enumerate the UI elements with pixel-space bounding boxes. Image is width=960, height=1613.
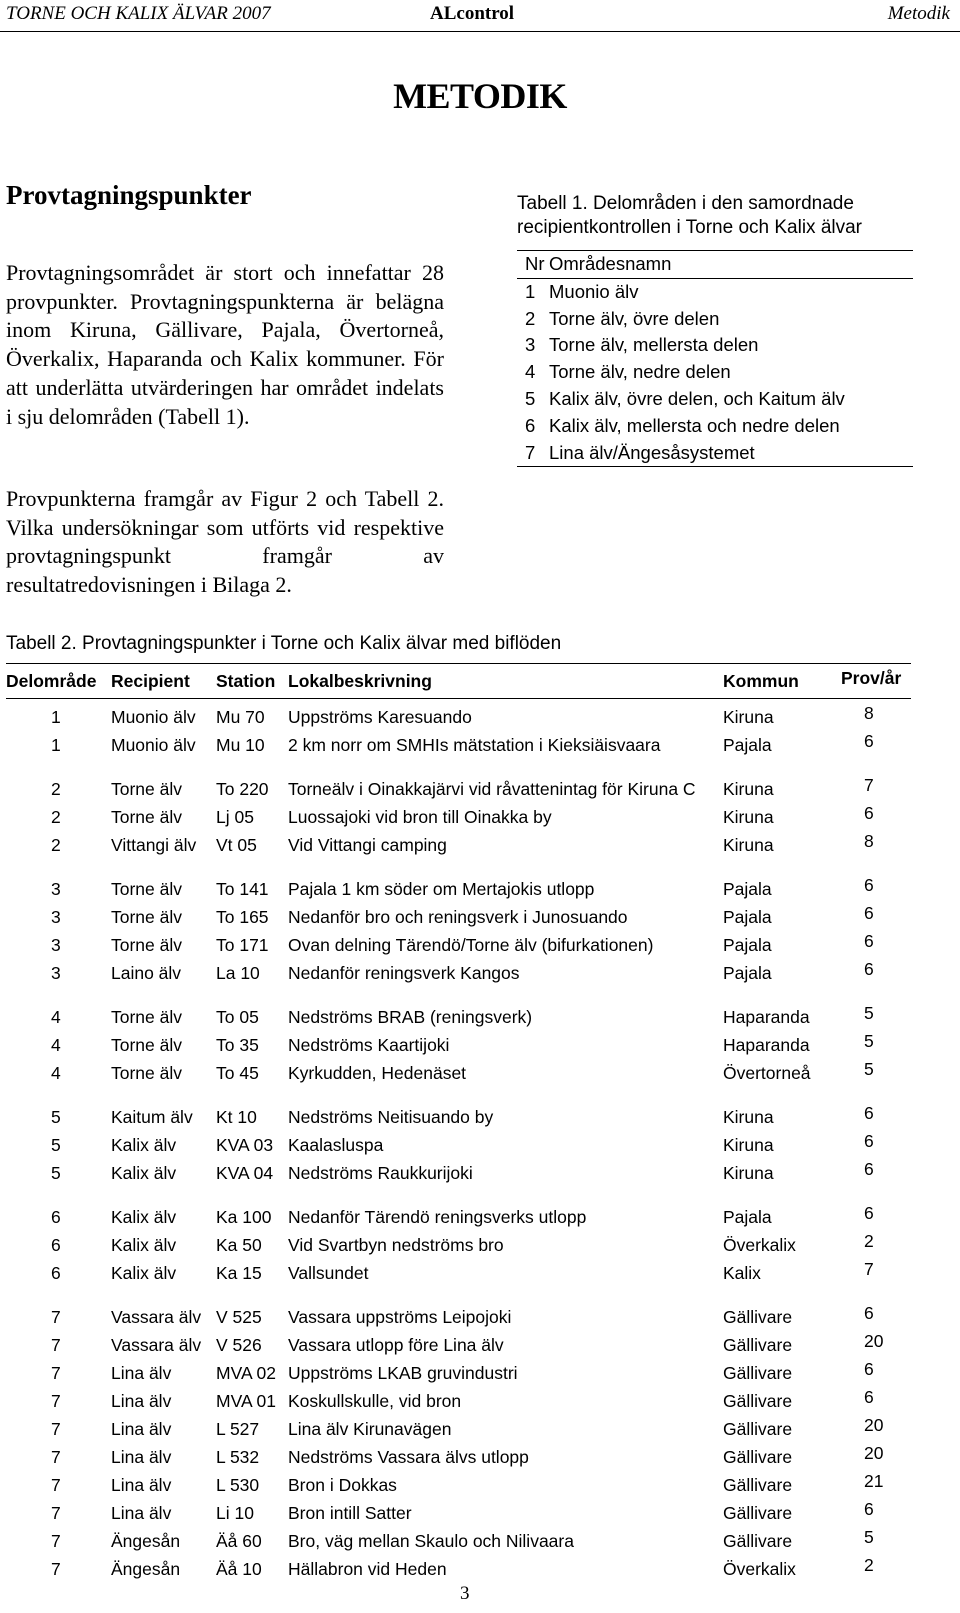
table2-cell-prov-ar: 6 [864,959,874,979]
table2-cell-prov-ar: 6 [864,1131,874,1151]
table2-header-recipient: Recipient [111,671,190,691]
table2-row [6,1031,911,1059]
table1-cell-nr: 7 [525,441,536,463]
table2-cell-station: Äå 60 [216,1531,262,1551]
section-heading: Provtagningspunkter [6,180,252,210]
table2-cell-kommun: Kiruna [723,1107,774,1127]
table2-cell-lokalbeskrivning: Nedanför reningsverk Kangos [288,963,520,983]
table2-row [6,1059,911,1087]
table2-cell-station: L 527 [216,1419,260,1439]
table2-cell-delomrade: 7 [51,1531,61,1551]
table2-row [6,775,911,803]
table2-cell-kommun: Gällivare [723,1531,793,1551]
table2-cell-kommun: Överkalix [723,1559,796,1579]
table2-cell-station: Ka 15 [216,1263,262,1283]
table1-row [517,413,913,440]
table2-cell-recipient: Ängesån [111,1531,181,1551]
table2-cell-station: Mu 70 [216,707,265,727]
table2-cell-station: To 141 [216,879,269,899]
table2-group-spacer [6,759,911,775]
table2-cell-kommun: Kiruna [723,1135,774,1155]
table2-cell-kommun: Gällivare [723,1307,793,1327]
table1-cell-name: Kalix älv, övre delen, och Kaitum älv [549,387,845,409]
table2-cell-delomrade: 7 [51,1475,61,1495]
table2-cell-recipient: Torne älv [111,1035,183,1055]
table2-cell-prov-ar: 8 [864,703,874,723]
table2-cell-prov-ar: 6 [864,1203,874,1223]
table1-cell-nr: 3 [525,334,536,356]
table2-row [6,1003,911,1031]
table1-cell-name: Muonio älv [549,280,639,302]
table2-row [6,1415,911,1443]
table1-cell-nr: 1 [525,280,536,302]
table2-cell-lokalbeskrivning: Hällabron vid Heden [288,1559,447,1579]
table1-row [517,279,913,306]
table2-cell-lokalbeskrivning: Nedströms Raukkurijoki [288,1163,473,1183]
table2-row [6,875,911,903]
table2-cell-recipient: Lina älv [111,1503,172,1523]
table2-cell-lokalbeskrivning: Vallsundet [288,1263,369,1283]
sampling-paragraph: Provpunkterna framgår av Figur 2 och Tabell 2. Vilka undersökningar som utförts vid respektive provtagningspunkt framgår av resultatredovisningen i Bilaga 2. [6,486,444,598]
table2-cell-kommun: Övertorneå [723,1063,811,1083]
table2-cell-recipient: Ängesån [111,1559,181,1579]
table2-cell-prov-ar: 7 [864,775,874,795]
table2-cell-station: Ka 100 [216,1207,272,1227]
table1-cell-name: Lina älv/Ängesåsystemet [549,441,755,463]
table1-cell-nr: 2 [525,307,536,329]
table2-header-kommun: Kommun [723,671,799,691]
table2-cell-station: Li 10 [216,1503,254,1523]
table2-row [6,1471,911,1499]
page-title: METODIK [393,76,567,116]
header-divider [0,31,960,32]
table1-caption: Tabell 1. Delområden i den samordnade recipientkontrollen i Torne och Kalix älvar [517,193,862,238]
table2-cell-prov-ar: 20 [864,1331,884,1351]
table2-cell-lokalbeskrivning: Kaalasluspa [288,1135,384,1155]
table2-row [6,1259,911,1287]
page-number: 3 [460,1583,470,1604]
table2-cell-station: L 530 [216,1475,260,1495]
table2-cell-recipient: Laino älv [111,963,182,983]
table2-cell-kommun: Kiruna [723,779,774,799]
table2-cell-prov-ar: 6 [864,731,874,751]
table2-cell-kommun: Pajala [723,907,772,927]
table2-cell-recipient: Torne älv [111,779,183,799]
table2-row [6,903,911,931]
table2-cell-recipient: Torne älv [111,907,183,927]
table2-cell-prov-ar: 20 [864,1443,884,1463]
table1-row [517,332,913,359]
table2-cell-lokalbeskrivning: Vid Svartbyn nedströms bro [288,1235,504,1255]
table2-row [6,1231,911,1259]
table2-cell-delomrade: 3 [51,935,61,955]
table2-row [6,1131,911,1159]
table2-cell-recipient: Torne älv [111,807,183,827]
table2-header-lokalbeskrivning: Lokalbeskrivning [288,671,432,691]
intro-paragraph: Provtagningsområdet är stort och innefattar 28 provpunkter. Provtagningspunkterna är belägna inom Kiruna, Gällivare, Pajala, Övertorneå, Överkalix, Haparanda och Kalix kommuner. För att underlätta utvärderingen har området indelats i sju delområden (Tabell 1). [6,260,444,429]
table2-cell-station: Mu 10 [216,735,265,755]
table2-cell-prov-ar: 6 [864,1359,874,1379]
table2-cell-delomrade: 5 [51,1135,61,1155]
table2-cell-delomrade: 4 [51,1007,61,1027]
table2-cell-kommun: Kalix [723,1263,761,1283]
table2-cell-delomrade: 2 [51,835,61,855]
table2-cell-lokalbeskrivning: Nedströms Kaartijoki [288,1035,450,1055]
table2-cell-lokalbeskrivning: Lina älv Kirunavägen [288,1419,452,1439]
table2-cell-kommun: Kiruna [723,1163,774,1183]
table2-cell-prov-ar: 6 [864,1499,874,1519]
table2-cell-prov-ar: 8 [864,831,874,851]
table2-cell-delomrade: 5 [51,1107,61,1127]
table2-cell-kommun: Pajala [723,879,772,899]
table2-cell-station: Lj 05 [216,807,254,827]
table2-cell-kommun: Haparanda [723,1035,810,1055]
table2-cell-station: V 525 [216,1307,262,1327]
table2-group-spacer [6,1087,911,1103]
table2-cell-kommun: Gällivare [723,1475,793,1495]
table2-cell-station: MVA 01 [216,1391,276,1411]
table2-cell-lokalbeskrivning: Kyrkudden, Hedenäset [288,1063,467,1083]
table2-cell-prov-ar: 6 [864,1303,874,1323]
table2-group-spacer [6,1287,911,1303]
table2-cell-prov-ar: 6 [864,803,874,823]
table2-cell-kommun: Överkalix [723,1235,796,1255]
table2-row [6,1387,911,1415]
table2-cell-prov-ar: 2 [864,1231,874,1251]
table2-caption: Tabell 2. Provtagningspunkter i Torne och Kalix älvar med biflöden [6,633,562,654]
table2-cell-station: To 35 [216,1035,259,1055]
table2-cell-recipient: Vassara älv [111,1335,202,1355]
table2-cell-kommun: Pajala [723,1207,772,1227]
table2-cell-recipient: Kalix älv [111,1235,177,1255]
table2-cell-delomrade: 4 [51,1035,61,1055]
table2-cell-lokalbeskrivning: Nedströms Neitisuando by [288,1107,494,1127]
table2-cell-prov-ar: 5 [864,1059,874,1079]
table2-cell-prov-ar: 6 [864,903,874,923]
table2-cell-kommun: Pajala [723,935,772,955]
table2-cell-lokalbeskrivning: Bro, väg mellan Skaulo och Nilivaara [288,1531,574,1551]
table2-cell-kommun: Kiruna [723,707,774,727]
table2-cell-recipient: Torne älv [111,879,183,899]
table1-cell-name: Kalix älv, mellersta och nedre delen [549,414,840,436]
table2-cell-kommun: Haparanda [723,1007,810,1027]
table2-row [6,803,911,831]
table2-group-spacer [6,859,911,875]
table2-cell-delomrade: 2 [51,807,61,827]
table1-row [517,386,913,413]
table2-row [6,1203,911,1231]
table2-cell-recipient: Muonio älv [111,707,196,727]
table2-cell-lokalbeskrivning: Nedanför Tärendö reningsverks utlopp [288,1207,587,1227]
table2-cell-station: To 45 [216,1063,259,1083]
table2-cell-kommun: Gällivare [723,1363,793,1383]
table2-cell-recipient: Lina älv [111,1419,172,1439]
table2-body [6,699,911,1583]
header-report-title: TORNE OCH KALIX ÄLVAR 2007 [6,3,271,24]
table2-cell-prov-ar: 2 [864,1555,874,1575]
table2-cell-delomrade: 2 [51,779,61,799]
table2-cell-delomrade: 1 [51,707,61,727]
table2-cell-lokalbeskrivning: Bron intill Satter [288,1503,412,1523]
table2 [6,663,911,1583]
table2-cell-delomrade: 5 [51,1163,61,1183]
table2-cell-kommun: Gällivare [723,1419,793,1439]
table2-cell-recipient: Lina älv [111,1475,172,1495]
table2-cell-station: L 532 [216,1447,260,1467]
table2-cell-lokalbeskrivning: Nedströms Vassara älvs utlopp [288,1447,529,1467]
table2-cell-delomrade: 3 [51,963,61,983]
table2-row [6,1159,911,1187]
table2-cell-kommun: Gällivare [723,1447,793,1467]
table2-row [6,1103,911,1131]
table2-cell-delomrade: 7 [51,1447,61,1467]
table2-cell-station: V 526 [216,1335,262,1355]
table1-cell-nr: 4 [525,361,536,383]
table2-header-station: Station [216,671,276,691]
table2-cell-recipient: Kalix älv [111,1207,177,1227]
table2-row [6,703,911,731]
table2-cell-lokalbeskrivning: Pajala 1 km söder om Mertajokis utlopp [288,879,595,899]
table2-cell-recipient: Torne älv [111,1063,183,1083]
table2-cell-delomrade: 3 [51,879,61,899]
table2-cell-delomrade: 7 [51,1559,61,1579]
table1-body [517,279,913,467]
table2-cell-recipient: Kalix älv [111,1135,177,1155]
table2-cell-delomrade: 6 [51,1207,61,1227]
table2-cell-station: To 165 [216,907,269,927]
table1-cell-name: Torne älv, övre delen [549,307,720,329]
table2-cell-delomrade: 7 [51,1363,61,1383]
table2-cell-prov-ar: 6 [864,1159,874,1179]
table2-cell-prov-ar: 6 [864,931,874,951]
table2-header-prov-ar: Prov/år [841,668,902,688]
table2-cell-delomrade: 4 [51,1063,61,1083]
table1-row [517,306,913,333]
table1-cell-nr: 6 [525,414,536,436]
table1-cell-name: Torne älv, mellersta delen [549,334,759,356]
table2-cell-recipient: Lina älv [111,1363,172,1383]
table2-cell-delomrade: 7 [51,1391,61,1411]
table2-cell-prov-ar: 21 [864,1471,884,1491]
table2-cell-prov-ar: 5 [864,1031,874,1051]
table2-cell-prov-ar: 6 [864,1387,874,1407]
table1-cell-nr: 5 [525,387,536,409]
table2-cell-station: To 220 [216,779,269,799]
table2-cell-lokalbeskrivning: Uppströms Karesuando [288,707,472,727]
table2-cell-recipient: Kaitum älv [111,1107,193,1127]
table1-row [517,440,913,467]
table2-row [6,831,911,859]
table2-cell-delomrade: 6 [51,1235,61,1255]
table2-cell-recipient: Torne älv [111,935,183,955]
table2-cell-lokalbeskrivning: Luossajoki vid bron till Oinakka by [288,807,552,827]
table2-cell-kommun: Kiruna [723,835,774,855]
table2-row [6,959,911,987]
table2-row [6,1443,911,1471]
table2-cell-kommun: Gällivare [723,1391,793,1411]
table2-cell-kommun: Pajala [723,735,772,755]
table2-cell-lokalbeskrivning: Koskullskulle, vid bron [288,1391,462,1411]
table2-cell-delomrade: 7 [51,1307,61,1327]
table2-cell-kommun: Gällivare [723,1503,793,1523]
table2-cell-delomrade: 6 [51,1263,61,1283]
table2-cell-recipient: Torne älv [111,1007,183,1027]
table2-cell-lokalbeskrivning: Vassara uppströms Leipojoki [288,1307,512,1327]
table2-row [6,1527,911,1555]
table2-cell-station: KVA 03 [216,1135,274,1155]
table2-header-delomrade: Delområde [6,671,97,691]
table2-cell-station: Äå 10 [216,1559,262,1579]
table2-cell-station: La 10 [216,963,260,983]
table2-cell-prov-ar: 6 [864,1103,874,1123]
table2-cell-station: Ka 50 [216,1235,262,1255]
table1-bottom-rule [517,466,913,467]
table2-cell-delomrade: 3 [51,907,61,927]
table2-cell-recipient: Lina älv [111,1447,172,1467]
table2-cell-lokalbeskrivning: Ovan delning Tärendö/Torne älv (bifurkationen) [288,935,654,955]
table2-row [6,1359,911,1387]
table2-row [6,1331,911,1359]
table2-cell-delomrade: 7 [51,1503,61,1523]
table1-header-name: Områdesnamn [549,253,672,274]
table2-cell-delomrade: 7 [51,1419,61,1439]
table2-cell-recipient: Lina älv [111,1391,172,1411]
table2-group-spacer [6,1187,911,1203]
table2-cell-kommun: Gällivare [723,1335,793,1355]
table2-cell-lokalbeskrivning: Uppströms LKAB gruvindustri [288,1363,518,1383]
table2-cell-recipient: Kalix älv [111,1263,177,1283]
table2-cell-kommun: Kiruna [723,807,774,827]
table2-cell-prov-ar: 20 [864,1415,884,1435]
table2-cell-station: Kt 10 [216,1107,257,1127]
table1-header-nr: Nr [525,253,545,274]
table2-cell-recipient: Muonio älv [111,735,196,755]
table2-cell-recipient: Vassara älv [111,1307,202,1327]
table2-header-row [6,664,911,698]
table1 [517,250,913,467]
table2-cell-station: To 05 [216,1007,259,1027]
table2-cell-lokalbeskrivning: Vid Vittangi camping [288,835,447,855]
table1-cell-name: Torne älv, nedre delen [549,361,731,383]
table2-cell-lokalbeskrivning: Bron i Dokkas [288,1475,397,1495]
table2-cell-lokalbeskrivning: Torneälv i Oinakkajärvi vid råvattenintag för Kiruna C [288,779,696,799]
table2-cell-station: Vt 05 [216,835,257,855]
table2-row [6,1303,911,1331]
table2-cell-lokalbeskrivning: 2 km norr om SMHIs mätstation i Kieksiäisvaara [288,735,661,755]
table2-cell-delomrade: 7 [51,1335,61,1355]
table2-cell-kommun: Pajala [723,963,772,983]
table2-cell-lokalbeskrivning: Nedströms BRAB (reningsverk) [288,1007,533,1027]
table2-cell-prov-ar: 5 [864,1003,874,1023]
header-company: ALcontrol [430,3,515,24]
header-section: Metodik [887,3,950,24]
table2-cell-recipient: Kalix älv [111,1163,177,1183]
table2-cell-recipient: Vittangi älv [111,835,197,855]
table2-row [6,931,911,959]
table2-cell-prov-ar: 6 [864,875,874,895]
table1-row [517,359,913,386]
table2-group-spacer [6,987,911,1003]
table2-cell-lokalbeskrivning: Vassara utlopp före Lina älv [288,1335,504,1355]
table2-cell-station: To 171 [216,935,269,955]
table2-cell-lokalbeskrivning: Nedanför bro och reningsverk i Junosuando [288,907,628,927]
table2-cell-station: MVA 02 [216,1363,276,1383]
table2-row [6,1555,911,1583]
table2-cell-station: KVA 04 [216,1163,274,1183]
table2-cell-prov-ar: 7 [864,1259,874,1279]
table2-row [6,731,911,759]
table2-cell-prov-ar: 5 [864,1527,874,1547]
table1-header-row [517,251,913,278]
table2-cell-delomrade: 1 [51,735,61,755]
table2-row [6,1499,911,1527]
